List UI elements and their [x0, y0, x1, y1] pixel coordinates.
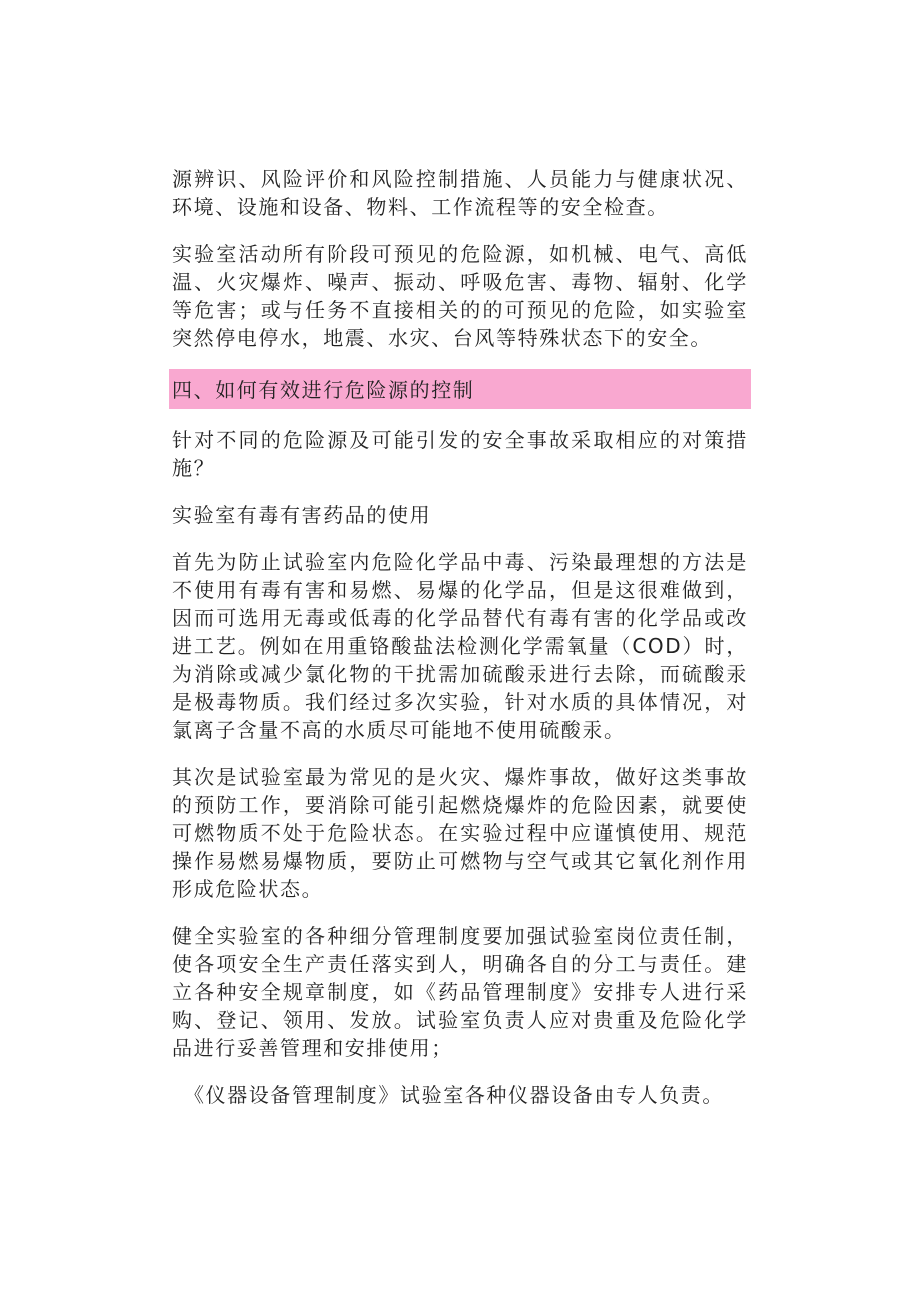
document-page: [172, 165, 748, 1128]
paragraph: 健全实验室的各种细分管理制度要加强试验室岗位责任制，使各项安全生产责任落实到人，明确各自的分工与责任。建立各种安全规章制度，如《药品管理制度》安排专人进行采购、登记、领用、发放。试验室负责人应对贵重及危险化学品进行妥善管理和安排使用；: [172, 924, 748, 1060]
paragraph: 实验室活动所有阶段可预见的危险源，如机械、电气、高低温、火灾爆炸、噪声、振动、呼吸危害、毒物、辐射、化学等危害；或与任务不直接相关的的可预见的危险，如实验室突然停电停水，地震、水灾、台风等特殊状态下的安全。: [172, 242, 748, 350]
section-heading: 四、如何有效进行危险源的控制: [169, 369, 751, 409]
paragraph: 实验室有毒有害药品的使用: [172, 503, 432, 527]
paragraph: 针对不同的危险源及可能引发的安全事故采取相应的对策措施？: [172, 428, 748, 480]
paragraph: 源辨识、风险评价和风险控制措施、人员能力与健康状况、环境、设施和设备、物料、工作流程等的安全检查。: [172, 167, 748, 219]
paragraph: 首先为防止试验室内危险化学品中毒、污染最理想的方法是不使用有毒有害和易燃、易爆的化学品，但是这很难做到，因而可选用无毒或低毒的化学品替代有毒有害的化学品或改进工艺。例如在用重铬酸盐法检测化学需氧量（COD）时，为消除或减少氯化物的干扰需加硫酸汞进行去除，而硫酸汞是极毒物质。我们经过多次实验，针对水质的具体情况，对氯离子含量不高的水质尽可能地不使用硫酸汞。: [172, 550, 748, 742]
paragraph: 其次是试验室最为常见的是火灾、爆炸事故，做好这类事故的预防工作，要消除可能引起燃烧爆炸的危险因素，就要使可燃物质不处于危险状态。在实验过程中应谨慎使用、规范操作易燃易爆物质，要防止可燃物与空气或其它氧化剂作用形成危险状态。: [172, 765, 748, 901]
paragraph: 《仪器设备管理制度》试验室各种仪器设备由专人负责。: [184, 1083, 724, 1107]
